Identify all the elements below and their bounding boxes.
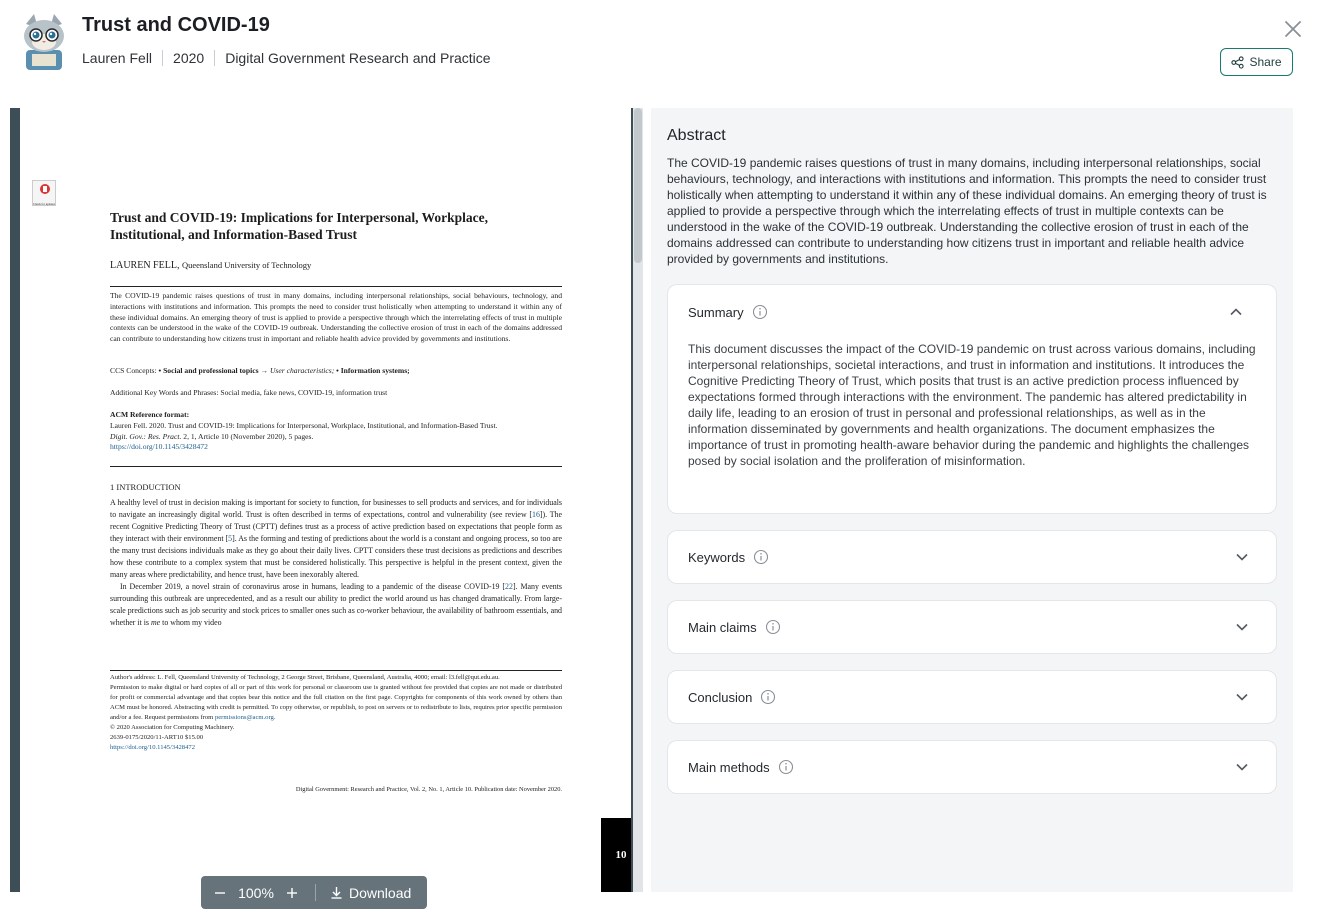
acm-ref-label: ACM Reference format: — [110, 410, 190, 419]
paper-author-name: LAUREN FELL, — [110, 260, 180, 271]
info-icon[interactable] — [760, 689, 776, 705]
chevron-down-icon[interactable] — [1234, 689, 1250, 705]
crossmark-badge[interactable] — [32, 180, 56, 206]
cat-avatar-icon — [18, 14, 70, 70]
close-icon[interactable] — [1282, 18, 1304, 40]
acm-ref-journal: Digit. Gov.: Res. Pract. — [110, 431, 182, 441]
paper-keywords: Additional Key Words and Phrases: Social media, fake news, COVID-19, information trust — [110, 388, 388, 397]
page-footer: Digital Government: Research and Practice, Vol. 2, No. 1, Article 10. Publication date: November 2020. — [295, 786, 562, 793]
permissions-link[interactable]: permissions@acm.org — [214, 714, 274, 721]
crossmark-label: Check for updates — [33, 202, 55, 206]
ccs-item: User characteristics; — [269, 366, 335, 375]
summary-title: Summary — [688, 304, 744, 320]
conclusion-header[interactable] — [688, 689, 776, 705]
chevron-down-icon[interactable] — [1234, 549, 1250, 565]
divider — [162, 50, 163, 66]
body-text: ]). The recent Cognitive Predicting Theory of Trust (CPTT) defines trust as a process of active prediction based on expectations that people form as they interact with their environment [ — [110, 510, 563, 543]
footnote-copyright: © 2020 Association for Computing Machinery. — [110, 724, 235, 731]
divider — [110, 286, 562, 287]
chevron-up-icon[interactable] — [1228, 304, 1244, 320]
section-heading: 1 INTRODUCTION — [110, 482, 181, 492]
citation-link[interactable]: 16 — [532, 510, 540, 519]
crossmark-icon — [33, 181, 57, 197]
pdf-toolbar — [201, 876, 427, 909]
info-icon[interactable] — [753, 549, 769, 565]
paper-meta — [82, 50, 491, 66]
plus-icon — [286, 887, 298, 899]
minus-icon — [214, 887, 226, 899]
body-text: ]. Many events surrounding this outbreak are unprecedented, and as a result our ability to predict the world around us has changed dramatically. From large-scale predictions such as job security and stock prices to smaller ones such as co-worker behaviour, the availability of bathroom essentials, and whether it is — [110, 582, 562, 627]
doi-link[interactable]: https://doi.org/10.1145/3428472 — [110, 744, 195, 751]
paper-author-affiliation: Queensland University of Technology — [181, 260, 312, 270]
pdf-scrollbar[interactable] — [633, 108, 643, 892]
footnote-permission: Permission to make digital or hard copies of all or part of this work for personal or classroom use is granted without fee provided that copies are not made or distributed for profit or commercial advantage and that copies bear this notice and the full citation on the first page. Copyrights for components of this work owned by others than ACM must be honored. Abstracting with credit is permitted. To copy otherwise, or republish, to post on servers or to redistribute to lists, requires prior specific permission and/or a fee. Request permissions from — [110, 684, 562, 721]
conclusion-card[interactable] — [667, 670, 1277, 724]
divider — [110, 670, 562, 671]
zoom-in-button[interactable] — [273, 876, 311, 909]
summary-header[interactable] — [688, 304, 768, 320]
details-panel — [651, 108, 1293, 892]
footnote-issn: 2639-0175/2020/11-ART10 $15.00 — [110, 734, 204, 741]
conclusion-title: Conclusion — [688, 689, 753, 705]
header — [0, 0, 1321, 100]
body-text: to whom my video — [160, 618, 222, 627]
body-text: ]. As the forming and testing of predictions about the world is a constant and ongoing process, so too are the many trust decisions individuals make as they go about their daily lives. CPTT considers these trust decisions as predictions and describes how these contribute to a complex system that must be considered holistically. This perspective is helpful in the present context, given the many areas where predictability, and hence trust, have been inexorably altered. — [110, 534, 562, 579]
main-claims-card[interactable] — [667, 600, 1277, 654]
summary-card — [667, 284, 1277, 514]
body-text: In December 2019, a novel strain of coronavirus arose in humans, leading to a pandemic of the disease COVID-19 [ — [120, 582, 506, 591]
footnote-address: Author's address: L. Fell, Queensland University of Technology, 2 George Street, Brisbane, Queensland, Australia, 4000; email: l3.fell@qut.edu.au. — [110, 674, 500, 681]
body-text: me — [150, 618, 161, 627]
share-button[interactable] — [1220, 48, 1293, 76]
share-label: Share — [1249, 55, 1282, 69]
ccs-item: • Social and professional topics — [158, 366, 259, 375]
info-icon[interactable] — [752, 304, 768, 320]
ccs-label: CCS Concepts: — [110, 366, 157, 375]
acm-ref-text: Lauren Fell. 2020. Trust and COVID-19: Implications for Interpersonal, Workplace, Institutional, and Information-Based Trust. — [110, 420, 498, 430]
chevron-down-icon[interactable] — [1234, 619, 1250, 635]
pdf-page — [20, 108, 631, 892]
abstract-heading: Abstract — [667, 127, 726, 144]
footnotes: Author's address: L. Fell, Queensland University of Technology, 2 George Street, Brisbane, Queensland, Australia, 4000; email: l3.fell@qut.edu.au. Permission to make digital or hard copies of all or part of this work for personal or classroom use is granted without fee provided that copies are not made or distributed for profit or commercial advantage and that copies bear this notice and the full citation on the first page. Copyrights for components of this work owned by others than ACM must be honored. Abstracting with credit is permitted. To copy otherwise, or republish, to post on servers or to redistribute to lists, requires prior specific permission and/or a fee. Request permissions from permissions@acm.org. © 2020 Association for Computing Machinery. 2639-0175/2020/11-ART10 $15.00 https://doi.org/10.1145/3428472 — [110, 674, 562, 751]
citation-link[interactable]: 22 — [505, 582, 513, 591]
paper-body — [110, 497, 562, 629]
keywords-card[interactable] — [667, 530, 1277, 584]
citation-link[interactable]: 5 — [228, 534, 233, 543]
keywords-title: Keywords — [688, 549, 746, 565]
acm-reference — [110, 410, 562, 453]
info-icon[interactable] — [778, 759, 794, 775]
download-button[interactable] — [320, 876, 421, 909]
abstract-text: The COVID-19 pandemic raises questions of trust in many domains, including interpersonal relationships, social behaviours, technology, and interactions with institutions and information. This prompts the need to consider trust holistically when attempting to understand it within any of these individual domains. An emerging theory of trust is applied to provide a perspective through which the interrelating effects of trust in multiple contexts can be understood in the wake of the COVID-19 outbreak. Understanding the collective erosion of trust in each of the domains addressed can contribute to understanding how citizens trust in important and reliable health advice provided by governments and institutions. — [667, 156, 1267, 266]
ccs-item: • Information systems; — [336, 366, 410, 375]
divider — [315, 884, 316, 901]
download-icon — [330, 886, 343, 899]
pdf-viewer[interactable] — [10, 108, 643, 892]
download-label: Download — [349, 884, 412, 901]
chevron-down-icon[interactable] — [1234, 759, 1250, 775]
body-text: A healthy level of trust in decision making is important for society to function, for businesses to sell products and services, and for individuals to navigate an increasingly digital world. Trust is often described in terms of expectations, control and vulnerability (see review [ — [110, 498, 562, 519]
keywords-header[interactable] — [688, 549, 769, 565]
main-methods-title: Main methods — [688, 759, 770, 775]
divider — [214, 50, 215, 66]
acm-ref-text: 2, 1, Article 10 (November 2020), 5 pages. — [183, 431, 314, 441]
paper-abstract: The COVID-19 pandemic raises questions of trust in many domains, including interpersonal relationships, social behaviours, technology, and interactions with institutions and information. This prompts the need to consider trust holistically when attempting to understand it within any of these individual domains. An emerging theory of trust is applied to provide a perspective through which the interrelating effects of trust in multiple contexts can be understood in the wake of the COVID-19 outbreak. Understanding the collective erosion of trust in each of the domains addressed can contribute to understanding how citizens trust in important and reliable health advice provided by governments and institutions. — [110, 291, 562, 344]
author-name: Lauren Fell — [82, 50, 153, 66]
main-methods-header[interactable] — [688, 759, 794, 775]
main-claims-title: Main claims — [688, 619, 757, 635]
year: 2020 — [173, 50, 205, 66]
paper-author — [110, 260, 311, 271]
paper-title: Trust and COVID-19: Implications for Interpersonal, Workplace, Institutional, and Information-Based Trust — [110, 210, 489, 242]
page-title: Trust and COVID-19 — [82, 14, 270, 36]
divider — [110, 466, 562, 467]
zoom-level: 100% — [238, 884, 274, 901]
doi-link[interactable]: https://doi.org/10.1145/3428472 — [110, 442, 208, 452]
zoom-out-button[interactable] — [201, 876, 239, 909]
summary-text: This document discusses the impact of the COVID-19 pandemic on trust across various domains, including interpersonal relationships, societal interactions, and trust in information and institutions. It introduces the Cognitive Predicting Theory of Trust, which posits that trust is an active prediction process influenced by expectations formed through interactions with the environment. The pandemic has altered predictability in daily life, leading to an erosion of trust in personal and professional relationships, as well as in the information disseminated by governments and health organizations. The document emphasizes the importance of trust in promoting health-aware behavior during the pandemic and highlights the challenges posed by social isolation and the proliferation of misinformation. — [688, 342, 1256, 468]
ccs-concepts — [110, 366, 562, 377]
main-claims-header[interactable] — [688, 619, 781, 635]
page-number: 10 — [601, 818, 631, 892]
info-icon[interactable] — [765, 619, 781, 635]
venue: Digital Government Research and Practice — [225, 50, 491, 66]
pdf-scrollbar-thumb[interactable] — [634, 108, 642, 263]
main-methods-card[interactable] — [667, 740, 1277, 794]
share-icon — [1231, 56, 1244, 69]
ccs-arrow: → — [260, 366, 269, 375]
